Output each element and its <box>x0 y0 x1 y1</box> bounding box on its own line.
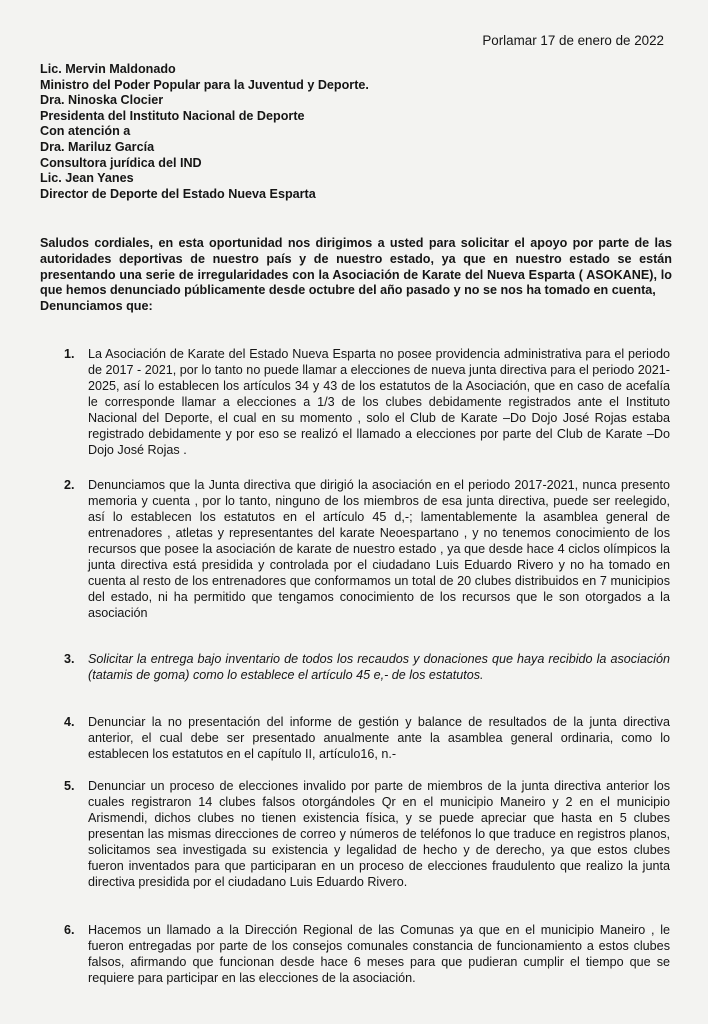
item-number: 4. <box>64 715 75 729</box>
addressee-line: Lic. Mervin Maldonado <box>40 62 176 76</box>
item-number: 5. <box>64 779 75 793</box>
addressee-line: Dra. Mariluz García <box>40 139 155 154</box>
addressee-block <box>40 62 680 202</box>
addressee-line: Presidenta del Instituto Nacional de Deporte <box>40 108 305 123</box>
addressee-line: Consultora jurídica del IND <box>40 155 202 170</box>
addressee-line: Ministro del Poder Popular para la Juventud y Deporte. <box>40 77 369 92</box>
letter-date: Porlamar 17 de enero de 2022 <box>482 33 664 48</box>
item-text: Denunciar un proceso de elecciones invalido por parte de miembros de la junta directiva anterior los cuales registraron 14 clubes falsos otorgándoles Qr en el municipio Maneiro y 2 en el municipio Arismendi, dichos clubes no tienen existencia física, y se puede apreciar que hasta en 5 clubes presentan las mismas direcciones de correo y números de teléfonos lo que traduce en registros planos, solicitamos sea investigada su existencia y legalidad de hecho y de derecho, ya que estos clubes fueron inventados para que participaran en un proceso de elecciones fraudulento que realizo la junta directiva presidida por el ciudadano Luis Eduardo Rivero. <box>88 779 670 889</box>
addressee-line: Dra. Ninoska Clocier <box>40 93 164 108</box>
intro-lead: Denunciamos que: <box>40 299 153 314</box>
addressee-line: Lic. Jean Yanes <box>40 171 134 186</box>
item-number: 1. <box>64 347 75 361</box>
item-text: La Asociación de Karate del Estado Nueva Esparta no posee providencia administrativa para el periodo de 2017 - 2021, por lo tanto no puede llamar a elecciones de nueva junta directiva para el periodo 2021-2025, así lo establecen los artículos 34 y 43 de los estatutos de la Asociación, que en caso de acefalía le corresponde llamar a elecciones a 1/3 de los clubes debidamente registrados ante el Instituto Nacional del Deporte, el cual en su momento , solo el Club de Karate –Do Dojo José Rojas estaba registrado debidamente y por eso se realizó el llamado a elecciones por parte del Club de Karate –Do Dojo José Rojas . <box>88 347 670 457</box>
item-number: 2. <box>64 478 75 492</box>
intro-section <box>40 236 672 315</box>
item-text: Hacemos un llamado a la Dirección Regional de las Comunas ya que en el municipio Maneiro , le fueron entregadas por parte de los consejos comunales constancia de funcionamiento a estos clubes falsos, afirmando que funcionan desde hace 6 meses para que pudieran cumplir el tiempo que se requiere para participar en las elecciones de la asociación. <box>88 923 670 985</box>
item-text: Denunciar la no presentación del informe de gestión y balance de resultados de la junta directiva anterior, el cual debe ser presentado anualmente ante la asamblea general ordinaria, como lo establecen los estatutos en el capítulo II, artículo16, n.- <box>88 715 670 761</box>
item-text: Solicitar la entrega bajo inventario de todos los recaudos y donaciones que haya recibido la asociación (tatamis de goma) como lo establece el artículo 45 e,- de los estatutos. <box>88 652 670 682</box>
addressee-line: Director de Deporte del Estado Nueva Esparta <box>40 186 316 201</box>
item-number: 3. <box>64 652 75 666</box>
intro-paragraph: Saludos cordiales, en esta oportunidad nos dirigimos a usted para solicitar el apoyo por parte de las autoridades deportivas de nuestro país y de nuestro estado, ya que en nuestro estado se están presentando una serie de irregularidades con la Asociación de Karate del Nueva Esparta ( ASOKANE), lo que hemos denunciado públicamente desde octubre del año pasado y no se nos ha tomado en cuenta, <box>40 236 672 298</box>
item-text: Denunciamos que la Junta directiva que dirigió la asociación en el periodo 2017-2021, nunca presento memoria y cuenta , por lo tanto, ninguno de los miembros de esa junta directiva, puede ser reelegido, así lo establecen los estatutos en el artículo 45 d,-; lamentablemente la asamblea general de entrenadores , atletas y representantes del karate Neoespartano , y no tenemos conocimiento de los recursos que posee la asociación de karate de nuestro estado , ya que desde hace 4 ciclos olímpicos la junta directiva está presidida y controlada por el ciudadano Luis Eduardo Rivero y no ha tomado en cuenta al resto de los entrenadores que conformamos un total de 20 clubes distribuidos en 7 municipios del estado, ni ha permitido que tengamos conocimiento de los recursos que le son otorgados a la asociación <box>88 478 670 620</box>
item-number: 6. <box>64 923 75 937</box>
addressee-line: Con atención a <box>40 124 131 139</box>
